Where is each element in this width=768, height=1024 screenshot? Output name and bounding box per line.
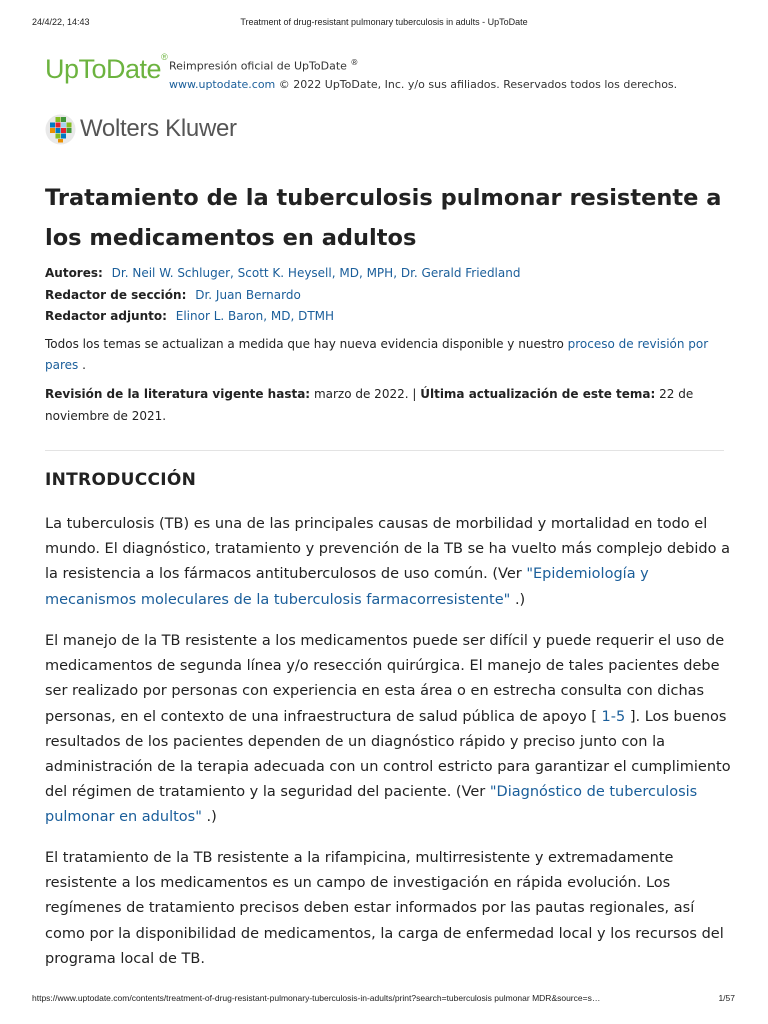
copyright-text: © 2022 UpToDate, Inc. y/o sus afiliados. Reservados todos los derechos.: [278, 77, 678, 91]
section-heading: INTRODUCCIÓN: [45, 470, 197, 490]
brand-name: UpToDate: [45, 54, 162, 84]
authors-row: Autores: Dr. Neil W. Schluger, Scott K. Heysell, MD, MPH, Dr. Gerald Friedland: [45, 266, 521, 280]
print-page-title: Treatment of drug-resistant pulmonary tuberculosis in adults - UpToDate: [240, 17, 528, 27]
wolters-kluwer-emblem-icon: [45, 114, 76, 145]
section-editor-row: Redactor de sección: Dr. Juan Bernardo: [45, 288, 301, 302]
publisher-logo: [45, 113, 237, 145]
uptodate-logo: [45, 54, 167, 85]
last-update-label: Última actualización de este tema: [420, 387, 651, 401]
print-header: [0, 17, 768, 31]
reprint-line: Reimpresión oficial de UpToDate: [169, 59, 347, 73]
paragraph-2-text: El manejo de la TB resistente a los medicamentos puede ser difícil y puede requerir el uso de medicamentos de segunda línea y/o resección quirúrgica. El manejo de tales pacientes debe ser realizado por personas con experiencia en esta área o en estrecha consulta con dichas personas, en el contexto de una infraestructura de salud pública de apoyo [: [45, 633, 725, 725]
publisher-name: Wolters Kluwer: [80, 115, 237, 142]
article-title: Tratamiento de la tuberculosis pulmonar resistente a los medicamentos en adultos: [45, 185, 722, 251]
site-link[interactable]: www.uptodate.com: [169, 77, 276, 91]
lit-review-date: marzo de 2022.: [313, 387, 409, 401]
divider: [45, 450, 724, 451]
paragraph-1: [45, 512, 735, 613]
paragraph-3: El tratamiento de la TB resistente a la rifampicina, multirresistente y extremadamente resistente a los medicamentos es un campo de investigación en rápida evolución. Los regímenes de tratamiento precisos deben estar informados por las pautas regionales, así como por la disponibilidad de medicamentos, la carga de enfermedad local y los recursos del programa local de TB.: [45, 850, 724, 967]
page-number: 1/57: [718, 993, 735, 1003]
authors-link[interactable]: Dr. Neil W. Schluger, Scott K. Heysell, MD, MPH, Dr. Gerald Friedland: [111, 266, 521, 280]
last-update-date: 22 de noviembre de 2021.: [45, 387, 694, 423]
review-dates: Revisión de la literatura vigente hasta: marzo de 2022. | Última actualización de este tema: 22 de noviembre de 2021.: [45, 387, 694, 423]
print-url: https://www.uptodate.com/contents/treatment-of-drug-resistant-pulmonary-tuberculosis-in-adults/print?search=tuberculosis pulmonar MDR&source=s…: [32, 993, 601, 1003]
update-note-end: .: [82, 358, 86, 372]
paragraph-2-text-2: ]. Los buenos resultados de los pacientes dependen de un diagnóstico rápido y preciso junto con la administración de la terapia adecuada con un control estricto para garantizar el cumplimiento del régimen de tratamiento y la seguridad del paciente. (Ver: [45, 708, 731, 801]
deputy-editor-link[interactable]: Elinor L. Baron, MD, DTMH: [175, 309, 335, 323]
paragraph-1-end: .): [514, 591, 526, 608]
section-editor-link[interactable]: Dr. Juan Bernardo: [195, 288, 301, 302]
update-note-text: Todos los temas se actualizan a medida que hay nueva evidencia disponible y nuestro: [45, 337, 564, 351]
deputy-editor-row: Redactor adjunto: Elinor L. Baron, MD, DTMH: [45, 309, 335, 323]
print-date: 24/4/22, 14:43: [32, 17, 90, 27]
brand-reg-mark: ®: [161, 52, 168, 62]
reprint-reg-mark: ®: [350, 58, 359, 67]
section-editor-label: Redactor de sección: [45, 288, 182, 302]
reference-link[interactable]: 1-5: [601, 708, 626, 725]
paragraph-1-text: La tuberculosis (TB) es una de las principales causas de morbilidad y mortalidad en todo el mundo. El diagnóstico, tratamiento y prevención de la TB se ha vuelto más complejo debido a la resistencia a los fármacos antituberculosos de uso común. (Ver: [45, 516, 730, 583]
diagnosis-link[interactable]: "Diagnóstico de tuberculosis pulmonar en adultos": [45, 784, 698, 826]
update-note: [45, 334, 725, 376]
reprint-notice: [169, 54, 677, 94]
paragraph-2: [45, 629, 735, 831]
epidemiology-link[interactable]: "Epidemiología y mecanismos moleculares de la tuberculosis farmacorresistente": [45, 566, 649, 608]
lit-review-label: Revisión de la literatura vigente hasta: [45, 387, 306, 401]
paragraph-2-end: .): [206, 809, 217, 826]
deputy-editor-label: Redactor adjunto: [45, 309, 163, 323]
authors-label: Autores: [45, 266, 99, 280]
peer-review-link[interactable]: proceso de revisión por pares: [45, 337, 709, 372]
